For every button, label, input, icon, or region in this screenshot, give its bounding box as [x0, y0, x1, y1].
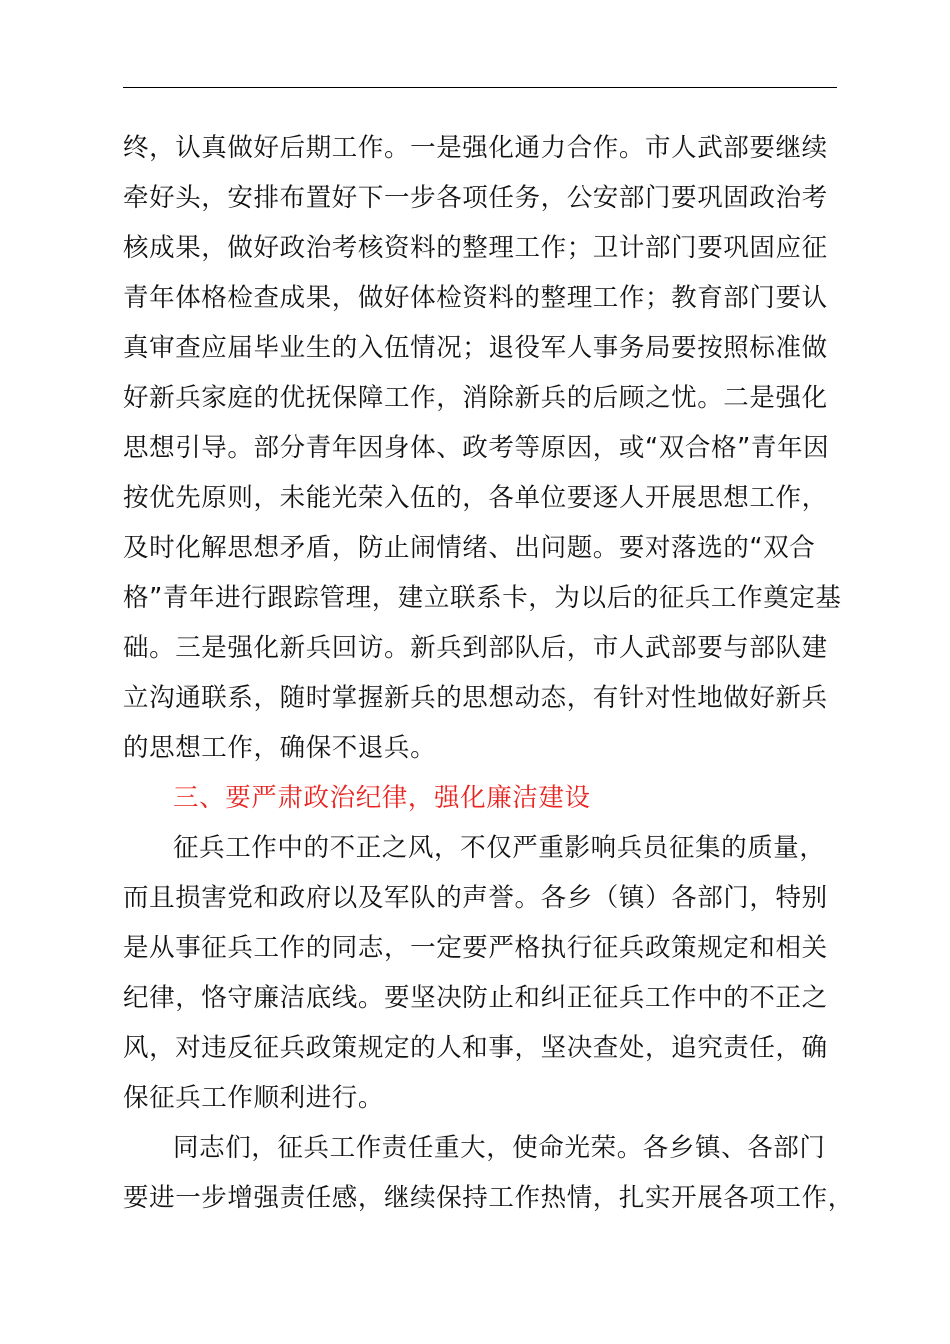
text-line: 格”青年进行跟踪管理，建立联系卡，为以后的征兵工作奠定基 — [123, 583, 842, 613]
text-line: 保征兵工作顺利进行。 — [123, 1083, 385, 1113]
text-line: 好新兵家庭的优抚保障工作，消除新兵的后顾之忧。二是强化 — [123, 383, 828, 413]
header-rule — [123, 87, 837, 88]
text-line: 征兵工作中的不正之风，不仅严重影响兵员征集的质量， — [173, 833, 826, 863]
section-heading: 三、要严肃政治纪律，强化廉洁建设 — [173, 783, 591, 813]
document-body — [123, 123, 854, 1223]
text-line: 础。三是强化新兵回访。新兵到部队后，市人武部要与部队建 — [123, 633, 828, 663]
text-line: 风，对违反征兵政策规定的人和事，坚决查处，追究责任，确 — [123, 1033, 828, 1063]
text-line: 及时化解思想矛盾，防止闹情绪、出问题。要对落选的“双合 — [123, 533, 816, 563]
text-line: 核成果，做好政治考核资料的整理工作；卫计部门要巩固应征 — [123, 233, 828, 263]
text-line: 牵好头，安排布置好下一步各项任务，公安部门要巩固政治考 — [123, 183, 828, 213]
text-line: 同志们，征兵工作责任重大，使命光荣。各乡镇、各部门 — [173, 1133, 826, 1163]
text-line: 要进一步增强责任感，继续保持工作热情，扎实开展各项工作， — [123, 1183, 854, 1213]
text-line: 纪律，恪守廉洁底线。要坚决防止和纠正征兵工作中的不正之 — [123, 983, 828, 1013]
text-line: 真审查应届毕业生的入伍情况；退役军人事务局要按照标准做 — [123, 333, 828, 363]
text-line: 而且损害党和政府以及军队的声誉。各乡（镇）各部门，特别 — [123, 883, 828, 913]
text-line: 青年体格检查成果，做好体检资料的整理工作；教育部门要认 — [123, 283, 828, 313]
text-line: 按优先原则，未能光荣入伍的，各单位要逐人开展思想工作， — [123, 483, 828, 513]
text-line: 是从事征兵工作的同志，一定要严格执行征兵政策规定和相关 — [123, 933, 828, 963]
paragraph-closing — [123, 1123, 854, 1223]
text-line: 的思想工作，确保不退兵。 — [123, 733, 437, 763]
text-line: 立沟通联系，随时掌握新兵的思想动态，有针对性地做好新兵 — [123, 683, 828, 713]
paragraph-discipline — [123, 823, 843, 1123]
text-line: 思想引导。部分青年因身体、政考等原因，或“双合格”青年因 — [123, 433, 830, 463]
paragraph-continuation — [123, 123, 843, 773]
text-line: 终，认真做好后期工作。一是强化通力合作。市人武部要继续 — [123, 133, 828, 163]
